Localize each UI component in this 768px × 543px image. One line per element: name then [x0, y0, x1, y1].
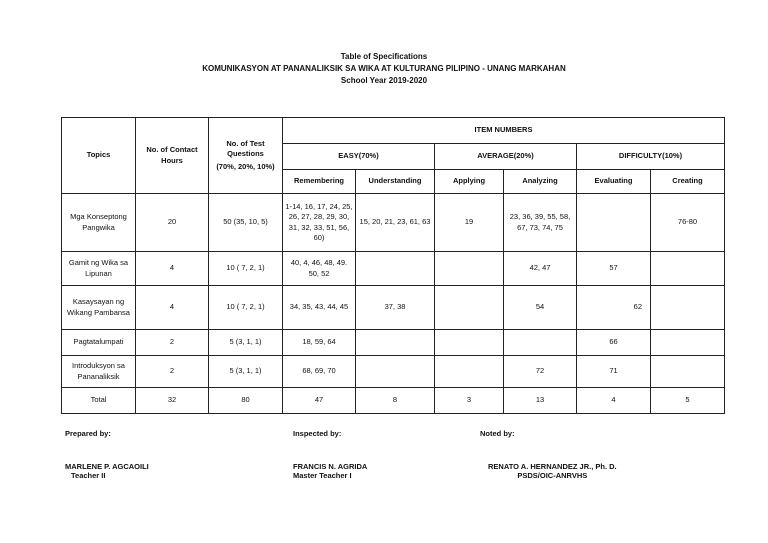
applying-cell — [435, 252, 504, 286]
creating-cell: 76-80 — [651, 194, 725, 252]
level-creating: Creating — [651, 170, 725, 194]
remembering-cell: 34, 35, 43, 44, 45 — [283, 286, 356, 330]
hours-cell: 4 — [136, 286, 209, 330]
header-topics: Topics — [62, 118, 136, 194]
total-hours: 32 — [136, 388, 209, 414]
topic-cell: Gamit ng Wika sa Lipunan — [62, 252, 136, 286]
total-understanding: 8 — [356, 388, 435, 414]
header-test-questions-label: No. of Test Questions — [226, 138, 265, 158]
remembering-cell: 1-14, 16, 17, 24, 25, 26, 27, 28, 29, 30, 31, 32, 33, 51, 56, 60) — [283, 194, 356, 252]
table-of-specifications — [61, 117, 725, 414]
topic-cell: Mga Konseptong Pangwika — [62, 194, 136, 252]
total-questions: 80 — [209, 388, 283, 414]
understanding-cell — [356, 252, 435, 286]
header-contact-hours: No. of Contact Hours — [136, 118, 209, 194]
creating-cell — [651, 286, 725, 330]
understanding-cell — [356, 356, 435, 388]
table-row — [62, 286, 725, 330]
total-remembering: 47 — [283, 388, 356, 414]
remembering-cell: 68, 69, 70 — [283, 356, 356, 388]
inspected-by-title: Master Teacher I — [293, 471, 352, 480]
creating-cell — [651, 356, 725, 388]
header-test-questions-ratio: (70%, 20%, 10%) — [216, 162, 275, 172]
creating-cell — [651, 252, 725, 286]
creating-cell — [651, 330, 725, 356]
total-creating: 5 — [651, 388, 725, 414]
header-item-numbers: ITEM NUMBERS — [283, 118, 725, 144]
applying-cell — [435, 286, 504, 330]
evaluating-cell — [577, 194, 651, 252]
level-understanding: Understanding — [356, 170, 435, 194]
inspected-by-signatory — [293, 462, 367, 480]
noted-by-signatory — [488, 462, 617, 480]
table-row — [62, 330, 725, 356]
analyzing-cell: 23, 36, 39, 55, 58, 67, 73, 74, 75 — [504, 194, 577, 252]
level-applying: Applying — [435, 170, 504, 194]
hours-cell: 2 — [136, 330, 209, 356]
noted-by-name: RENATO A. HERNANDEZ JR., Ph. D. — [488, 462, 617, 471]
understanding-cell — [356, 330, 435, 356]
hours-cell: 20 — [136, 194, 209, 252]
topic-cell: Introduksyon sa Pananaliksik — [62, 356, 136, 388]
header-difficulty: DIFFICULTY(10%) — [577, 144, 725, 170]
noted-by-title: PSDS/OIC-ANRVHS — [517, 471, 588, 480]
level-remembering: Remembering — [283, 170, 356, 194]
header-easy: EASY(70%) — [283, 144, 435, 170]
topic-cell: Pagtatalumpati — [62, 330, 136, 356]
evaluating-cell: 66 — [577, 330, 651, 356]
table-row — [62, 252, 725, 286]
prepared-by-name: MARLENE P. AGCAOILI — [65, 462, 149, 471]
evaluating-cell: 62 — [577, 286, 651, 330]
table-row — [62, 194, 725, 252]
applying-cell — [435, 330, 504, 356]
document-subject: KOMUNIKASYON AT PANANALIKSIK SA WIKA AT KULTURANG PILIPINO - UNANG MARKAHAN — [202, 64, 566, 73]
questions-cell: 50 (35, 10, 5) — [209, 194, 283, 252]
topic-cell: Kasaysayan ng Wikang Pambansa — [62, 286, 136, 330]
prepared-by-label: Prepared by: — [65, 429, 111, 438]
questions-cell: 5 (3, 1, 1) — [209, 356, 283, 388]
understanding-cell: 15, 20, 21, 23, 61, 63 — [356, 194, 435, 252]
questions-cell: 5 (3, 1, 1) — [209, 330, 283, 356]
table-row — [62, 356, 725, 388]
questions-cell: 10 ( 7, 2, 1) — [209, 286, 283, 330]
analyzing-cell: 72 — [504, 356, 577, 388]
inspected-by-label: Inspected by: — [293, 429, 342, 438]
total-applying: 3 — [435, 388, 504, 414]
hours-cell: 4 — [136, 252, 209, 286]
hours-cell: 2 — [136, 356, 209, 388]
school-year: School Year 2019-2020 — [340, 76, 428, 85]
remembering-cell: 18, 59, 64 — [283, 330, 356, 356]
evaluating-cell: 71 — [577, 356, 651, 388]
questions-cell: 10 ( 7, 2, 1) — [209, 252, 283, 286]
analyzing-cell: 42, 47 — [504, 252, 577, 286]
total-analyzing: 13 — [504, 388, 577, 414]
applying-cell — [435, 356, 504, 388]
total-row — [62, 388, 725, 414]
level-evaluating: Evaluating — [577, 170, 651, 194]
prepared-by-signatory — [65, 462, 149, 480]
noted-by-label: Noted by: — [480, 429, 515, 438]
inspected-by-name: FRANCIS N. AGRIDA — [293, 462, 368, 471]
total-label: Total — [62, 388, 136, 414]
evaluating-cell: 57 — [577, 252, 651, 286]
understanding-cell: 37, 38 — [356, 286, 435, 330]
remembering-cell: 40, 4, 46, 48, 49. 50, 52 — [283, 252, 356, 286]
document-title: Table of Specifications — [340, 52, 428, 61]
header-test-questions — [209, 118, 283, 194]
applying-cell: 19 — [435, 194, 504, 252]
total-evaluating: 4 — [577, 388, 651, 414]
level-analyzing: Analyzing — [504, 170, 577, 194]
analyzing-cell: 54 — [504, 286, 577, 330]
analyzing-cell — [504, 330, 577, 356]
header-average: AVERAGE(20%) — [435, 144, 577, 170]
prepared-by-title: Teacher II — [71, 471, 106, 480]
